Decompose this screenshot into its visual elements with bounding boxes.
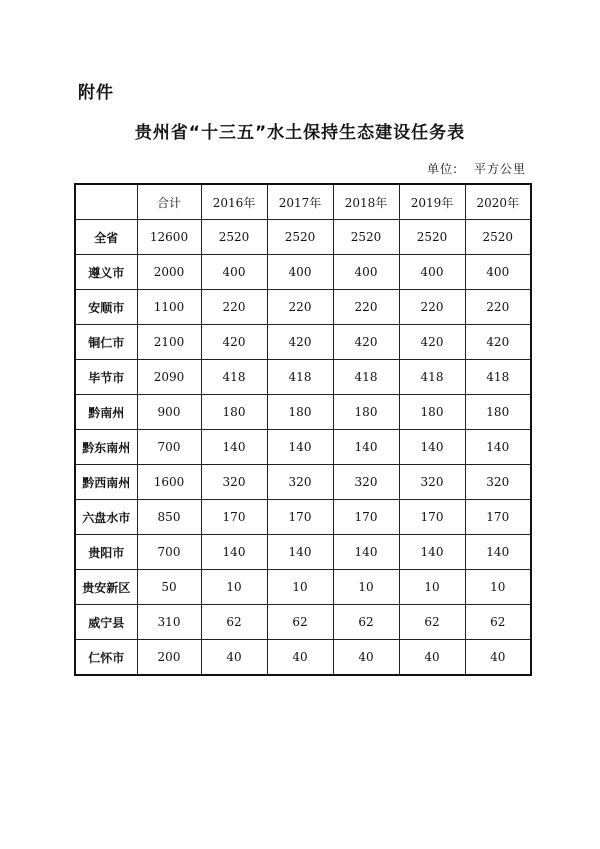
total-cell: 1600 xyxy=(137,465,201,500)
year-cell: 220 xyxy=(399,290,465,325)
year-cell: 10 xyxy=(201,570,267,605)
year-cell: 140 xyxy=(465,535,531,570)
table-row xyxy=(75,395,531,430)
year-cell: 140 xyxy=(267,535,333,570)
total-cell: 900 xyxy=(137,395,201,430)
year-cell: 2520 xyxy=(333,220,399,255)
total-cell: 850 xyxy=(137,500,201,535)
header-cell xyxy=(75,184,137,220)
total-cell: 700 xyxy=(137,535,201,570)
year-cell: 180 xyxy=(399,395,465,430)
year-cell: 400 xyxy=(201,255,267,290)
year-cell: 418 xyxy=(333,360,399,395)
header-cell: 2018年 xyxy=(333,184,399,220)
region-cell: 安顺市 xyxy=(75,290,137,325)
year-cell: 418 xyxy=(267,360,333,395)
table-row xyxy=(75,465,531,500)
year-cell: 40 xyxy=(201,640,267,676)
year-cell: 400 xyxy=(399,255,465,290)
year-cell: 40 xyxy=(333,640,399,676)
unit-note xyxy=(427,160,526,177)
table-row xyxy=(75,360,531,395)
year-cell: 320 xyxy=(201,465,267,500)
year-cell: 170 xyxy=(333,500,399,535)
year-cell: 220 xyxy=(465,290,531,325)
year-cell: 2520 xyxy=(267,220,333,255)
unit-label: 单位: xyxy=(426,162,458,176)
year-cell: 180 xyxy=(465,395,531,430)
year-cell: 420 xyxy=(201,325,267,360)
region-cell: 六盘水市 xyxy=(75,500,137,535)
year-cell: 180 xyxy=(267,395,333,430)
year-cell: 400 xyxy=(465,255,531,290)
header-cell: 2017年 xyxy=(267,184,333,220)
year-cell: 320 xyxy=(333,465,399,500)
year-cell: 140 xyxy=(333,430,399,465)
year-cell: 400 xyxy=(267,255,333,290)
year-cell: 10 xyxy=(333,570,399,605)
year-cell: 320 xyxy=(465,465,531,500)
year-cell: 62 xyxy=(465,605,531,640)
year-cell: 418 xyxy=(201,360,267,395)
region-cell: 威宁县 xyxy=(75,605,137,640)
table-row xyxy=(75,640,531,676)
document-title: 贵州省“十三五”水土保持生态建设任务表 xyxy=(134,123,466,143)
year-cell: 10 xyxy=(465,570,531,605)
year-cell: 140 xyxy=(201,535,267,570)
year-cell: 140 xyxy=(201,430,267,465)
table-row xyxy=(75,325,531,360)
year-cell: 420 xyxy=(333,325,399,360)
region-cell: 黔西南州 xyxy=(75,465,137,500)
year-cell: 220 xyxy=(201,290,267,325)
year-cell: 420 xyxy=(399,325,465,360)
total-cell: 2090 xyxy=(137,360,201,395)
region-cell: 全省 xyxy=(75,220,137,255)
year-cell: 420 xyxy=(267,325,333,360)
table-body xyxy=(75,220,531,676)
year-cell: 140 xyxy=(267,430,333,465)
year-cell: 62 xyxy=(267,605,333,640)
table-row xyxy=(75,500,531,535)
year-cell: 220 xyxy=(333,290,399,325)
header-cell: 2020年 xyxy=(465,184,531,220)
total-cell: 12600 xyxy=(137,220,201,255)
year-cell: 180 xyxy=(201,395,267,430)
table-row xyxy=(75,290,531,325)
header-cell: 2019年 xyxy=(399,184,465,220)
table-row xyxy=(75,220,531,255)
unit-value: 平方公里 xyxy=(473,162,526,176)
year-cell: 10 xyxy=(399,570,465,605)
year-cell: 2520 xyxy=(399,220,465,255)
total-cell: 700 xyxy=(137,430,201,465)
total-cell: 2100 xyxy=(137,325,201,360)
year-cell: 2520 xyxy=(201,220,267,255)
year-cell: 180 xyxy=(333,395,399,430)
year-cell: 170 xyxy=(267,500,333,535)
table-row xyxy=(75,430,531,465)
header-cell: 合计 xyxy=(137,184,201,220)
year-cell: 62 xyxy=(333,605,399,640)
total-cell: 2000 xyxy=(137,255,201,290)
year-cell: 140 xyxy=(465,430,531,465)
total-cell: 200 xyxy=(137,640,201,676)
year-cell: 400 xyxy=(333,255,399,290)
year-cell: 170 xyxy=(465,500,531,535)
year-cell: 320 xyxy=(399,465,465,500)
total-cell: 1100 xyxy=(137,290,201,325)
region-cell: 毕节市 xyxy=(75,360,137,395)
region-cell: 黔南州 xyxy=(75,395,137,430)
year-cell: 418 xyxy=(399,360,465,395)
table-row xyxy=(75,605,531,640)
region-cell: 黔东南州 xyxy=(75,430,137,465)
task-table xyxy=(74,183,532,676)
total-cell: 310 xyxy=(137,605,201,640)
table-row xyxy=(75,255,531,290)
region-cell: 铜仁市 xyxy=(75,325,137,360)
region-cell: 遵义市 xyxy=(75,255,137,290)
year-cell: 420 xyxy=(465,325,531,360)
year-cell: 40 xyxy=(267,640,333,676)
year-cell: 418 xyxy=(465,360,531,395)
year-cell: 2520 xyxy=(465,220,531,255)
year-cell: 62 xyxy=(399,605,465,640)
region-cell: 仁怀市 xyxy=(75,640,137,676)
year-cell: 140 xyxy=(399,535,465,570)
total-cell: 50 xyxy=(137,570,201,605)
attachment-label: 附件 xyxy=(78,83,114,103)
region-cell: 贵安新区 xyxy=(75,570,137,605)
year-cell: 140 xyxy=(333,535,399,570)
year-cell: 170 xyxy=(399,500,465,535)
table-header-row xyxy=(75,184,531,220)
region-cell: 贵阳市 xyxy=(75,535,137,570)
year-cell: 220 xyxy=(267,290,333,325)
table-row xyxy=(75,570,531,605)
table-row xyxy=(75,535,531,570)
year-cell: 10 xyxy=(267,570,333,605)
year-cell: 40 xyxy=(465,640,531,676)
header-cell: 2016年 xyxy=(201,184,267,220)
year-cell: 40 xyxy=(399,640,465,676)
year-cell: 320 xyxy=(267,465,333,500)
year-cell: 170 xyxy=(201,500,267,535)
year-cell: 140 xyxy=(399,430,465,465)
year-cell: 62 xyxy=(201,605,267,640)
